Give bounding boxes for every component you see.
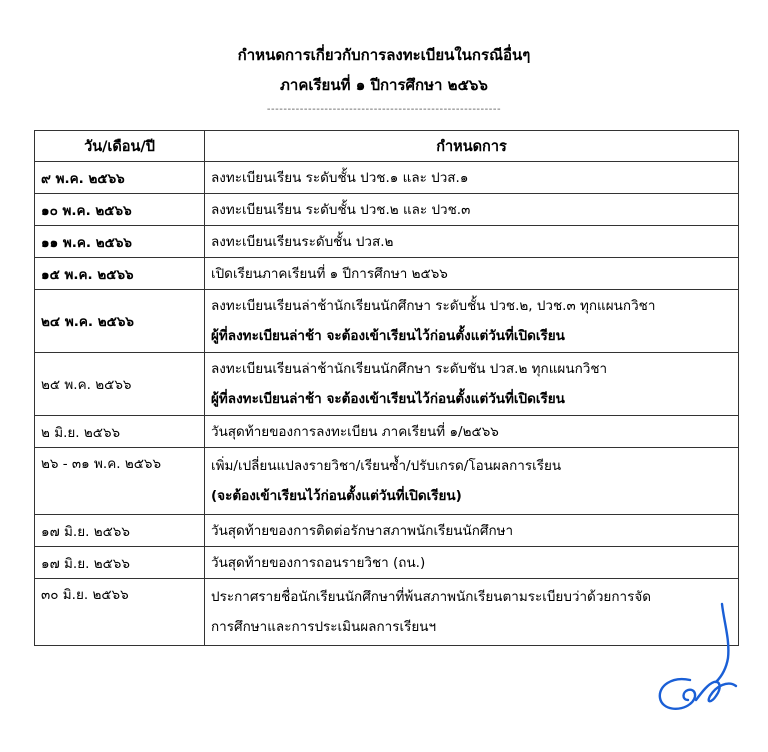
row-date: ๒ มิ.ย. ๒๕๖๖ <box>35 416 205 448</box>
document-title: กำหนดการเกี่ยวกับการลงทะเบียนในกรณีอื่นๆ <box>237 46 531 64</box>
activity-line: วันสุดท้ายของการถอนรายวิชา (ถน.) <box>211 554 426 571</box>
activity-note: ผู้ที่ลงทะเบียนล่าช้า จะต้องเข้าเรียนไว้ก่อนตั้งแต่วันที่เปิดเรียน <box>211 391 565 407</box>
table-row <box>35 226 739 258</box>
activity-line: เพิ่ม/เปลี่ยนแปลงรายวิชา/เรียนซ้ำ/ปรับเกรด/โอนผลการเรียน <box>211 458 562 474</box>
activity-line: เปิดเรียนภาคเรียนที่ ๑ ปีการศึกษา ๒๕๖๖ <box>211 265 448 282</box>
table-row <box>35 290 739 353</box>
title-separator: --------------------------------------------------------- <box>266 104 502 115</box>
table-row <box>35 448 739 515</box>
table-header-row <box>35 131 739 162</box>
activity-line: ลงทะเบียนเรียน ระดับชั้น ปวช.๒ และ ปวช.๓ <box>211 201 471 218</box>
row-activity <box>205 290 739 353</box>
table-row <box>35 194 739 226</box>
row-activity <box>205 353 739 416</box>
table-row <box>35 416 739 448</box>
schedule-table <box>34 130 739 646</box>
activity-line: ลงทะเบียนเรียนระดับชั้น ปวส.๒ <box>211 233 394 250</box>
table-row <box>35 515 739 547</box>
row-date: ๒๔ พ.ค. ๒๕๖๖ <box>35 290 205 353</box>
column-header-activity: กำหนดการ <box>205 131 739 162</box>
table-row <box>35 547 739 579</box>
activity-note: ผู้ที่ลงทะเบียนล่าช้า จะต้องเข้าเรียนไว้ก่อนตั้งแต่วันที่เปิดเรียน <box>211 328 565 344</box>
activity-line: ประกาศรายชื่อนักเรียนนักศึกษาที่พ้นสภาพนักเรียนตามระเบียบว่าด้วยการจัด <box>211 589 652 605</box>
row-date: ๓๐ มิ.ย. ๒๕๖๖ <box>35 579 205 646</box>
activity-line: วันสุดท้ายของการลงทะเบียน ภาคเรียนที่ ๑/๒๕๖๖ <box>211 423 499 440</box>
row-activity <box>205 515 739 547</box>
activity-line: วันสุดท้ายของการติดต่อรักษาสภาพนักเรียนนักศึกษา <box>211 522 514 539</box>
row-activity <box>205 448 739 515</box>
row-date: ๑๗ มิ.ย. ๒๕๖๖ <box>35 547 205 579</box>
activity-note: (จะต้องเข้าเรียนไว้ก่อนตั้งแต่วันที่เปิดเรียน) <box>211 488 462 504</box>
activity-line: การศึกษาและการประเมินผลการเรียนฯ <box>211 619 437 635</box>
row-activity <box>205 162 739 194</box>
activity-line: ลงทะเบียนเรียน ระดับชั้น ปวช.๑ และ ปวส.๑ <box>211 169 469 186</box>
activity-line: ลงทะเบียนเรียนล่าช้านักเรียนนักศึกษา ระดับชัน ปวส.๒ ทุกแผนกวิชา <box>211 361 608 377</box>
row-activity <box>205 416 739 448</box>
table-row <box>35 353 739 416</box>
row-activity <box>205 226 739 258</box>
row-date: ๙ พ.ค. ๒๕๖๖ <box>35 162 205 194</box>
row-activity <box>205 547 739 579</box>
row-date: ๑๗ มิ.ย. ๒๕๖๖ <box>35 515 205 547</box>
row-date: ๒๕ พ.ค. ๒๕๖๖ <box>35 353 205 416</box>
row-date: ๑๕ พ.ค. ๒๕๖๖ <box>35 258 205 290</box>
signature-icon <box>650 600 746 716</box>
row-date: ๑๐ พ.ค. ๒๕๖๖ <box>35 194 205 226</box>
table-row <box>35 258 739 290</box>
document-subtitle: ภาคเรียนที่ ๑ ปีการศึกษา ๒๕๖๖ <box>280 76 488 94</box>
table-row <box>35 579 739 646</box>
column-header-date: วัน/เดือน/ปี <box>35 131 205 162</box>
row-date: ๒๖ - ๓๑ พ.ค. ๒๕๖๖ <box>35 448 205 515</box>
activity-line: ลงทะเบียนเรียนล่าช้านักเรียนนักศึกษา ระดับชั้น ปวช.๒, ปวช.๓ ทุกแผนกวิชา <box>211 298 656 314</box>
row-activity <box>205 194 739 226</box>
row-date: ๑๑ พ.ค. ๒๕๖๖ <box>35 226 205 258</box>
row-activity <box>205 258 739 290</box>
table-row <box>35 162 739 194</box>
